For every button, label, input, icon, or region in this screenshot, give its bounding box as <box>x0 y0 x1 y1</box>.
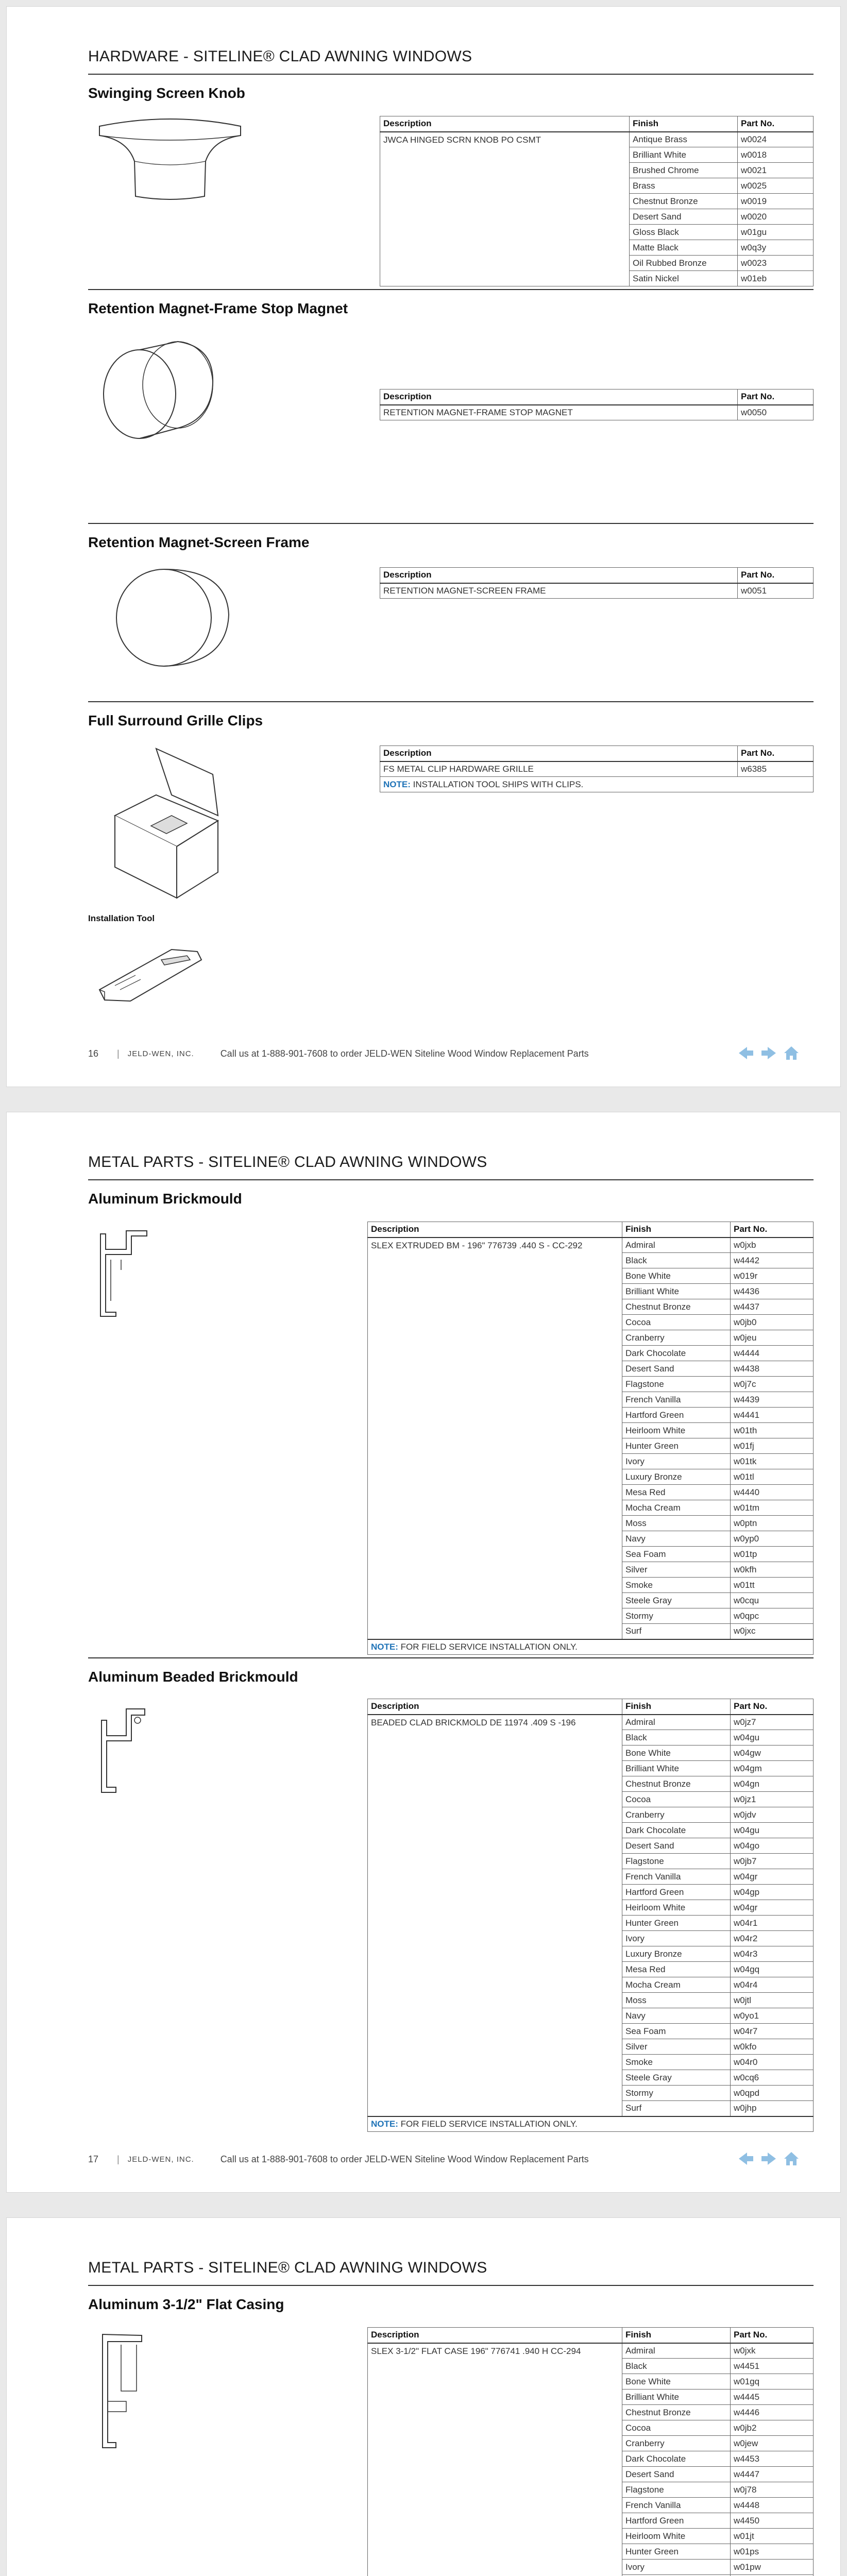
finish-cell: Dark Chocolate <box>622 2451 731 2467</box>
finish-cell: Steele Gray <box>622 1593 731 1608</box>
col-header-finish: Finish <box>630 116 738 132</box>
finish-cell: Flagstone <box>622 1854 731 1869</box>
part-no-cell: w0020 <box>738 209 814 225</box>
part-no-cell: w0jb0 <box>731 1315 814 1330</box>
finish-cell: Desert Sand <box>622 2467 731 2482</box>
screen-frame-magnet-illustration <box>107 561 236 669</box>
part-no-cell: w4447 <box>731 2467 814 2482</box>
footer-separator: | <box>117 2154 120 2164</box>
part-no-cell: w4444 <box>731 1346 814 1361</box>
part-no-cell: w4448 <box>731 2498 814 2513</box>
finish-cell: Brilliant White <box>622 1761 731 1776</box>
col-header-finish: Finish <box>622 1222 731 1238</box>
finish-cell: Admiral <box>622 1238 731 1253</box>
finish-cell: Mocha Cream <box>622 1977 731 1993</box>
section-title-screen-frame-magnet: Retention Magnet-Screen Frame <box>88 534 310 550</box>
note-text: FOR FIELD SERVICE INSTALLATION ONLY. <box>400 2119 578 2129</box>
beaded-brickmould-profile-illustration <box>95 1700 157 1798</box>
part-no-cell: w04gq <box>731 1962 814 1977</box>
finish-cell: Desert Sand <box>622 1838 731 1854</box>
flat-casing-profile-illustration <box>95 2329 152 2453</box>
flat-casing-table <box>367 2327 814 2576</box>
finish-cell: Cranberry <box>622 1807 731 1823</box>
col-header-part-no: Part No. <box>731 1699 814 1715</box>
finish-cell: Brass <box>630 178 738 194</box>
page-footer <box>88 1048 589 1059</box>
finish-cell: Hunter Green <box>622 1916 731 1931</box>
finish-cell: Cranberry <box>622 1330 731 1346</box>
part-no-cell: w0025 <box>738 178 814 194</box>
finish-cell: Cranberry <box>622 2436 731 2451</box>
finish-cell: Bone White <box>622 1268 731 1284</box>
finish-cell: Flagstone <box>622 1377 731 1392</box>
prev-arrow-icon[interactable] <box>737 1045 755 1061</box>
part-no-cell: w04gr <box>731 1900 814 1916</box>
part-no-cell: w04gm <box>731 1761 814 1776</box>
description-cell: SLEX EXTRUDED BM - 196" 776739 .440 S - CC-292 <box>368 1238 622 1639</box>
finish-cell: Bone White <box>622 1745 731 1761</box>
finish-cell: Antique Brass <box>630 132 738 147</box>
col-header-finish: Finish <box>622 2328 731 2343</box>
table-note <box>368 1639 814 1655</box>
home-icon[interactable] <box>783 2151 800 2166</box>
brickmould-profile-illustration <box>95 1224 157 1321</box>
part-no-cell: w0yp0 <box>731 1531 814 1547</box>
part-no-cell: w01tp <box>731 1547 814 1562</box>
finish-cell: Moss <box>622 1993 731 2008</box>
part-no-cell: w0024 <box>738 132 814 147</box>
part-no-cell: w0qpc <box>731 1608 814 1624</box>
col-header-part-no: Part No. <box>731 1222 814 1238</box>
finish-cell: Steele Gray <box>622 2070 731 2086</box>
finish-cell: Smoke <box>622 2055 731 2070</box>
finish-cell: Dark Chocolate <box>622 1346 731 1361</box>
finish-cell: Hartford Green <box>622 1408 731 1423</box>
part-no-cell: w4437 <box>731 1299 814 1315</box>
table-note <box>380 777 814 792</box>
footer-call-text: Call us at 1-888-901-7608 to order JELD-WEN Siteline Wood Window Replacement Parts <box>220 2154 589 2164</box>
finish-cell: Stormy <box>622 1608 731 1624</box>
part-no-cell: w6385 <box>738 761 814 777</box>
finish-cell: Heirloom White <box>622 1423 731 1438</box>
finish-cell: Navy <box>622 2008 731 2024</box>
catalog-page-16 <box>6 6 841 1087</box>
part-no-cell: w0019 <box>738 194 814 209</box>
finish-cell: Cocoa <box>622 2420 731 2436</box>
part-no-cell: w0jb2 <box>731 2420 814 2436</box>
part-no-cell: w4439 <box>731 1392 814 1408</box>
finish-cell: French Vanilla <box>622 2498 731 2513</box>
section-title-grille-clips: Full Surround Grille Clips <box>88 713 263 728</box>
finish-cell: Mesa Red <box>622 1485 731 1500</box>
part-no-cell: w0jb7 <box>731 1854 814 1869</box>
part-no-cell: w01eb <box>738 271 814 286</box>
finish-cell: Black <box>622 1253 731 1268</box>
finish-cell: Hunter Green <box>622 2544 731 2560</box>
part-no-cell: w0q3y <box>738 240 814 256</box>
note-label: NOTE: <box>371 2119 398 2129</box>
part-no-cell: w01th <box>731 1423 814 1438</box>
part-no-cell: w0kfh <box>731 1562 814 1578</box>
part-no-cell: w0jxc <box>731 1624 814 1639</box>
grille-clips-table <box>380 745 814 792</box>
page-title: METAL PARTS - SITELINE® CLAD AWNING WINDOWS <box>88 1154 487 1171</box>
part-no-cell: w01tm <box>731 1500 814 1516</box>
finish-cell: Brushed Chrome <box>630 163 738 178</box>
page-title: HARDWARE - SITELINE® CLAD AWNING WINDOWS <box>88 48 472 65</box>
part-no-cell: w0jeu <box>731 1330 814 1346</box>
section-title-brickmould: Aluminum Brickmould <box>88 1191 242 1207</box>
part-no-cell: w0023 <box>738 256 814 271</box>
finish-cell: Brilliant White <box>630 147 738 163</box>
part-no-cell: w04r2 <box>731 1931 814 1946</box>
col-header-description: Description <box>368 2328 622 2343</box>
part-no-cell: w0jtl <box>731 1993 814 2008</box>
table-note <box>368 2116 814 2132</box>
part-no-cell: w01jt <box>731 2529 814 2544</box>
frame-stop-magnet-table <box>380 389 814 420</box>
col-header-finish: Finish <box>622 1699 731 1715</box>
divider <box>88 1657 814 1658</box>
home-icon[interactable] <box>783 1045 800 1061</box>
part-no-cell: w4436 <box>731 1284 814 1299</box>
part-no-cell: w0ptn <box>731 1516 814 1531</box>
brand-name: JELD-WEN, INC. <box>127 1049 194 1058</box>
finish-cell: Sea Foam <box>622 1547 731 1562</box>
description-cell: RETENTION MAGNET-SCREEN FRAME <box>380 583 738 599</box>
description-cell: FS METAL CLIP HARDWARE GRILLE <box>380 761 738 777</box>
screen-knob-illustration <box>95 115 245 205</box>
part-no-cell: w0021 <box>738 163 814 178</box>
note-label: NOTE: <box>383 779 411 789</box>
finish-cell: Matte Black <box>630 240 738 256</box>
finish-cell: Gloss Black <box>630 225 738 240</box>
part-no-cell: w0cqu <box>731 1593 814 1608</box>
note-text: FOR FIELD SERVICE INSTALLATION ONLY. <box>400 1641 578 1652</box>
finish-cell: Hartford Green <box>622 2513 731 2529</box>
page-number: 17 <box>88 2154 99 2164</box>
finish-cell: Mocha Cream <box>622 1500 731 1516</box>
description-cell: BEADED CLAD BRICKMOLD DE 11974 .409 S -196 <box>368 1715 622 2116</box>
part-no-cell: w0jhp <box>731 2101 814 2116</box>
finish-cell: French Vanilla <box>622 1869 731 1885</box>
divider <box>88 1179 814 1180</box>
part-no-cell: w0jz1 <box>731 1792 814 1807</box>
part-no-cell: w04r7 <box>731 2024 814 2039</box>
finish-cell: Brilliant White <box>622 1284 731 1299</box>
prev-arrow-icon[interactable] <box>737 2151 755 2166</box>
finish-cell: Ivory <box>622 1454 731 1469</box>
part-no-cell: w0j78 <box>731 2482 814 2498</box>
part-no-cell: w0j7c <box>731 1377 814 1392</box>
part-no-cell: w04gu <box>731 1823 814 1838</box>
section-title-beaded-brickmould: Aluminum Beaded Brickmould <box>88 1669 298 1685</box>
col-header-description: Description <box>380 746 738 761</box>
divider <box>88 2285 814 2286</box>
finish-cell: Ivory <box>622 1931 731 1946</box>
part-no-cell: w01gu <box>738 225 814 240</box>
description-cell: RETENTION MAGNET-FRAME STOP MAGNET <box>380 405 738 420</box>
finish-cell: Chestnut Bronze <box>630 194 738 209</box>
installation-tool-title: Installation Tool <box>88 913 155 923</box>
col-header-description: Description <box>380 568 738 583</box>
part-no-cell: w04go <box>731 1838 814 1854</box>
finish-cell: Desert Sand <box>622 1361 731 1377</box>
grille-clip-illustration <box>94 738 249 903</box>
footer-separator: | <box>117 1048 120 1059</box>
col-header-description: Description <box>380 389 738 405</box>
part-no-cell: w0jxb <box>731 1238 814 1253</box>
part-no-cell: w04r4 <box>731 1977 814 1993</box>
finish-cell: Heirloom White <box>622 2529 731 2544</box>
col-header-part-no: Part No. <box>731 2328 814 2343</box>
part-no-cell: w01tk <box>731 1454 814 1469</box>
finish-cell: Navy <box>622 1531 731 1547</box>
part-no-cell: w0jz7 <box>731 1715 814 1730</box>
part-no-cell: w4440 <box>731 1485 814 1500</box>
finish-cell: Ivory <box>622 2560 731 2575</box>
divider <box>88 701 814 702</box>
col-header-description: Description <box>380 116 630 132</box>
part-no-cell: w01tl <box>731 1469 814 1485</box>
part-no-cell: w0cq6 <box>731 2070 814 2086</box>
finish-cell: Admiral <box>622 2343 731 2359</box>
finish-cell: Satin Nickel <box>630 271 738 286</box>
catalog-page-18 <box>6 2217 841 2576</box>
part-no-cell: w4453 <box>731 2451 814 2467</box>
finish-cell: Desert Sand <box>630 209 738 225</box>
part-no-cell: w04gp <box>731 1885 814 1900</box>
finish-cell: Luxury Bronze <box>622 1946 731 1962</box>
part-no-cell: w04gu <box>731 1730 814 1745</box>
col-header-part-no: Part No. <box>738 116 814 132</box>
finish-cell: Cocoa <box>622 1792 731 1807</box>
note-text: INSTALLATION TOOL SHIPS WITH CLIPS. <box>413 779 584 789</box>
finish-cell: Chestnut Bronze <box>622 2405 731 2420</box>
part-no-cell: w4451 <box>731 2359 814 2374</box>
part-no-cell: w04r0 <box>731 2055 814 2070</box>
part-no-cell: w0050 <box>738 405 814 420</box>
installation-tool-illustration <box>94 929 208 1006</box>
page-title: METAL PARTS - SITELINE® CLAD AWNING WINDOWS <box>88 2259 487 2276</box>
finish-cell: Hartford Green <box>622 1885 731 1900</box>
finish-cell: Heirloom White <box>622 1900 731 1916</box>
divider <box>88 74 814 75</box>
divider <box>88 289 814 290</box>
part-no-cell: w0051 <box>738 583 814 599</box>
finish-cell: Surf <box>622 2101 731 2116</box>
part-no-cell: w019r <box>731 1268 814 1284</box>
finish-cell: French Vanilla <box>622 1392 731 1408</box>
part-no-cell: w4450 <box>731 2513 814 2529</box>
col-header-part-no: Part No. <box>738 568 814 583</box>
part-no-cell: w0kfo <box>731 2039 814 2055</box>
part-no-cell: w0jew <box>731 2436 814 2451</box>
finish-cell: Cocoa <box>622 1315 731 1330</box>
finish-cell: Chestnut Bronze <box>622 1299 731 1315</box>
finish-cell: Dark Chocolate <box>622 1823 731 1838</box>
part-no-cell: w01pw <box>731 2560 814 2575</box>
section-title-screen-knob: Swinging Screen Knob <box>88 85 245 101</box>
part-no-cell: w04r1 <box>731 1916 814 1931</box>
finish-cell: Flagstone <box>622 2482 731 2498</box>
brand-name: JELD-WEN, INC. <box>127 2155 194 2164</box>
finish-cell: Smoke <box>622 1578 731 1593</box>
part-no-cell: w01ps <box>731 2544 814 2560</box>
next-arrow-icon[interactable] <box>760 2151 777 2166</box>
part-no-cell: w4446 <box>731 2405 814 2420</box>
finish-cell: Brilliant White <box>622 2389 731 2405</box>
part-no-cell: w04gw <box>731 1745 814 1761</box>
section-title-flat-casing: Aluminum 3-1/2" Flat Casing <box>88 2296 284 2312</box>
footer-call-text: Call us at 1-888-901-7608 to order JELD-WEN Siteline Wood Window Replacement Parts <box>220 1048 589 1059</box>
catalog-page-17 <box>6 1112 841 2193</box>
finish-cell: Sea Foam <box>622 2024 731 2039</box>
part-no-cell: w0qpd <box>731 2086 814 2101</box>
col-header-description: Description <box>368 1222 622 1238</box>
part-no-cell: w4442 <box>731 1253 814 1268</box>
part-no-cell: w01gq <box>731 2374 814 2389</box>
finish-cell: Bone White <box>622 2374 731 2389</box>
finish-cell: Luxury Bronze <box>622 1469 731 1485</box>
part-no-cell: w01fj <box>731 1438 814 1454</box>
finish-cell: Stormy <box>622 2086 731 2101</box>
part-no-cell: w0jxk <box>731 2343 814 2359</box>
part-no-cell: w01tt <box>731 1578 814 1593</box>
description-cell: SLEX 3-1/2" FLAT CASE 196" 776741 .940 H CC-294 <box>368 2343 622 2576</box>
finish-cell: Silver <box>622 2039 731 2055</box>
part-no-cell: w04r3 <box>731 1946 814 1962</box>
finish-cell: Black <box>622 2359 731 2374</box>
finish-cell: Black <box>622 1730 731 1745</box>
part-no-cell: w0jdv <box>731 1807 814 1823</box>
part-no-cell: w04gr <box>731 1869 814 1885</box>
page-number: 16 <box>88 1048 99 1059</box>
beaded-brickmould-table <box>367 1699 814 2132</box>
part-no-cell: w04gn <box>731 1776 814 1792</box>
part-no-cell: w4441 <box>731 1408 814 1423</box>
frame-stop-magnet-illustration <box>94 326 223 445</box>
col-header-part-no: Part No. <box>738 389 814 405</box>
divider <box>88 523 814 524</box>
page-nav <box>737 1045 800 1061</box>
col-header-description: Description <box>368 1699 622 1715</box>
part-no-cell: w0yo1 <box>731 2008 814 2024</box>
note-label: NOTE: <box>371 1641 398 1652</box>
finish-cell: Admiral <box>622 1715 731 1730</box>
finish-cell: Oil Rubbed Bronze <box>630 256 738 271</box>
page-footer <box>88 2154 589 2165</box>
screen-knob-table <box>380 116 814 286</box>
finish-cell: Chestnut Bronze <box>622 1776 731 1792</box>
finish-cell: Mesa Red <box>622 1962 731 1977</box>
part-no-cell: w0018 <box>738 147 814 163</box>
part-no-cell: w4438 <box>731 1361 814 1377</box>
finish-cell: Moss <box>622 1516 731 1531</box>
description-cell: JWCA HINGED SCRN KNOB PO CSMT <box>380 132 630 286</box>
brickmould-table <box>367 1222 814 1655</box>
col-header-part-no: Part No. <box>738 746 814 761</box>
page-nav <box>737 2151 800 2166</box>
screen-frame-magnet-table <box>380 567 814 599</box>
section-title-frame-stop-magnet: Retention Magnet-Frame Stop Magnet <box>88 300 348 316</box>
finish-cell: Silver <box>622 1562 731 1578</box>
next-arrow-icon[interactable] <box>760 1045 777 1061</box>
part-no-cell: w4445 <box>731 2389 814 2405</box>
finish-cell: Surf <box>622 1624 731 1639</box>
finish-cell: Hunter Green <box>622 1438 731 1454</box>
